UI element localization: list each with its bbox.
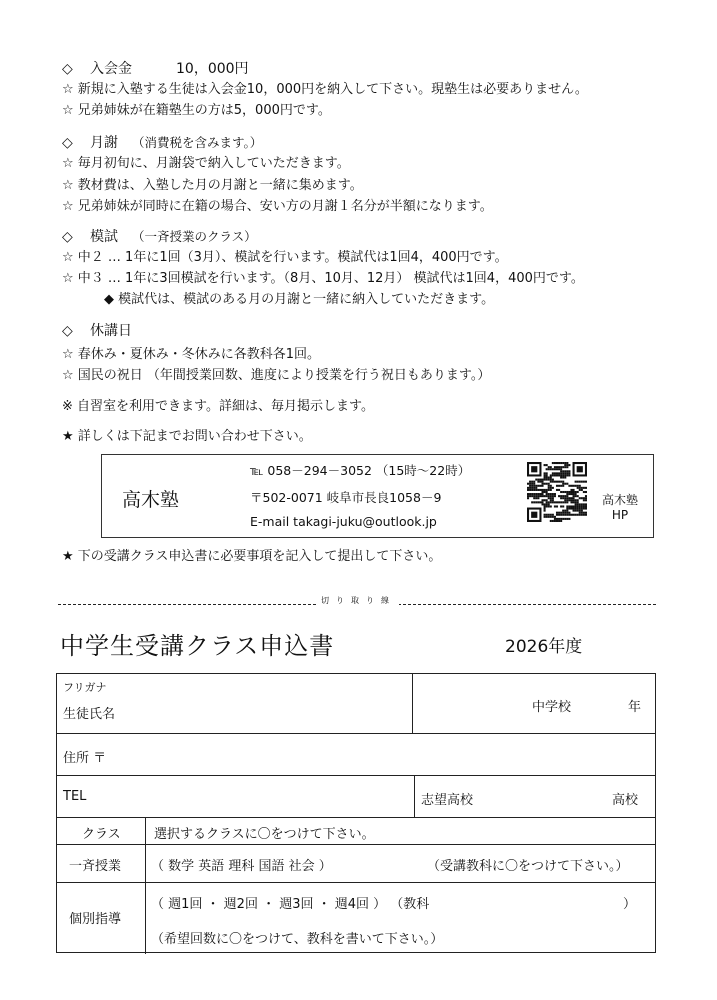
form-col-divider (145, 817, 146, 954)
contact-tel: ℡ 058－294－3052 （15時～22時） (250, 463, 471, 478)
admission-line-2: ☆ 兄弟姉妹が在籍塾生の方は5，000円です。 (62, 103, 331, 118)
group-label: 一斉授業 (69, 859, 122, 874)
mock-exam-note: （一斉授業のクラス） (132, 229, 257, 244)
mock-exam-sub-line: ◆ 模試代は、模試のある月の月謝と一緒に納入していただきます。 (104, 292, 495, 307)
qr-label-hp: HP (611, 508, 629, 522)
holidays-line-1: ☆ 春休み・夏休み・冬休みに各教科各1回。 (62, 347, 321, 362)
juku-name: 高木塾 (122, 489, 180, 511)
student-name-field[interactable] (87, 677, 407, 729)
contact-address: 〒502-0071 岐阜市長良1058－9 (250, 490, 442, 505)
mock-exam-heading (62, 228, 257, 246)
individual-close: ） (623, 897, 637, 912)
individual-label: 個別指導 (69, 912, 122, 927)
form-col-divider (414, 775, 415, 817)
cut-label (0, 595, 717, 606)
tuition-title: 月謝 (90, 135, 118, 151)
qr-code-icon[interactable] (527, 462, 587, 522)
form-year: 2026年度 (505, 637, 583, 657)
form-col-divider (412, 674, 413, 733)
holidays-line-2: ☆ 国民の祝日 （年間授業回数、進度により授業を行う祝日もあります。） (62, 368, 491, 383)
inquiry-note: ★ 詳しくは下記までお問い合わせ下さい。 (62, 429, 312, 444)
individual-instruction: （希望回数に〇をつけて、教科を書いて下さい。） (151, 932, 444, 947)
class-instruction: 選択するクラスに〇をつけて下さい。 (154, 827, 375, 842)
diamond-icon: ◇ (62, 135, 73, 151)
tuition-heading (62, 134, 262, 152)
tuition-line-3: ☆ 兄弟姉妹が同時に在籍の場合、安い方の月謝１名分が半額になります。 (62, 199, 493, 214)
form-row-divider (57, 775, 655, 776)
furigana-label: フリガナ (63, 681, 107, 694)
holidays-heading (62, 322, 132, 340)
individual-options[interactable]: （ 週1回 ・ 週2回 ・ 週3回 ・ 週4回 ） （教科 (151, 897, 430, 912)
desired-school-label: 志望高校 (421, 793, 474, 808)
qr-label (602, 493, 638, 523)
mock-exam-line-1: ☆ 中２ … 1年に1回（3月）、模試を行います。模試代は1回4，400円です。 (62, 250, 508, 265)
form-row-divider (57, 882, 655, 883)
qr-label-name: 高木塾 (602, 493, 639, 507)
diamond-icon: ◇ (62, 61, 73, 77)
group-instruction: （受講教科に〇をつけて下さい。） (427, 859, 629, 874)
group-subjects[interactable]: （ 数学 英語 理科 国語 社会 ） (151, 859, 332, 874)
tuition-line-1: ☆ 毎月初旬に、月謝袋で納入していただきます。 (62, 156, 350, 171)
tel-label: TEL (63, 789, 87, 804)
address-label: 住所 〒 (63, 751, 107, 766)
school-label: 中学校 (532, 700, 572, 715)
contact-email[interactable]: E-mail takagi-juku@outlook.jp (250, 514, 437, 529)
admission-title: 入会金 (90, 61, 132, 77)
class-label: クラス (82, 827, 121, 842)
diamond-icon: ◇ (62, 229, 73, 245)
mock-exam-line-2: ☆ 中３ … 1年に3回模試を行います。（8月、10月、12月） 模試代は1回4，400円です。 (62, 271, 584, 286)
mock-exam-title: 模試 (90, 229, 118, 245)
admission-heading (62, 60, 249, 78)
application-form (56, 673, 656, 953)
student-name-label: 生徒氏名 (63, 707, 116, 722)
tuition-line-2: ☆ 教材費は、入塾した月の月謝と一緒に集めます。 (62, 178, 363, 193)
grade-label: 年 (628, 700, 642, 715)
admission-amount: 10，000円 (176, 61, 249, 77)
form-row-divider (57, 844, 655, 845)
study-room-note: ※ 自習室を利用できます。詳細は、毎月掲示します。 (62, 399, 374, 414)
submit-note: ★ 下の受講クラス申込書に必要事項を記入して提出して下さい。 (62, 549, 442, 564)
holidays-title: 休講日 (90, 323, 132, 339)
form-row-divider (57, 733, 655, 734)
cut-label-text: 切り取り線 (318, 596, 399, 605)
high-school-label: 高校 (612, 793, 639, 808)
contact-box (101, 454, 654, 538)
form-row-divider (57, 817, 655, 818)
tuition-note: （消費税を含みます。） (132, 135, 263, 150)
diamond-icon: ◇ (62, 323, 73, 339)
form-title: 中学生受講クラス申込書 (60, 632, 335, 660)
admission-line-1: ☆ 新規に入塾する生徒は入会金10，000円を納入して下さい。現塾生は必要ありません。 (62, 82, 588, 97)
